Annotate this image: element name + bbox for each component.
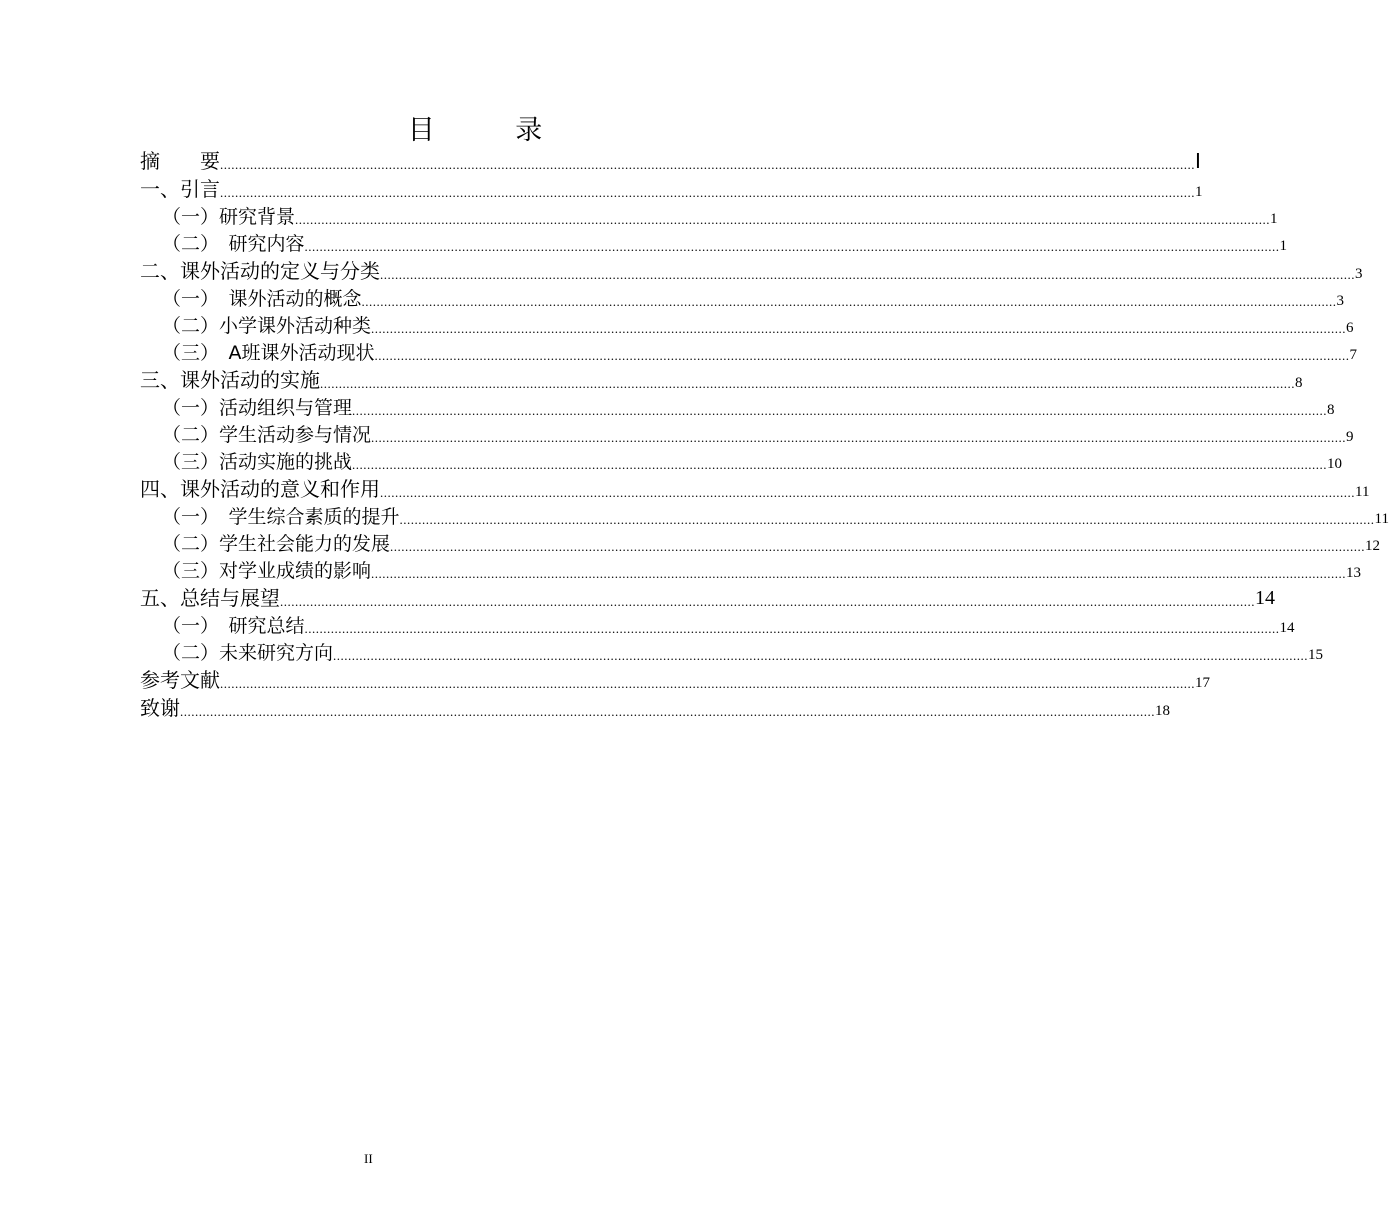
toc-entry-label: （二）未来研究方向 — [162, 642, 334, 664]
toc-entry-label: （三） A班课外活动现状 — [162, 342, 375, 364]
toc-entry[interactable] — [140, 284, 1345, 311]
toc-entry-page: 3 — [1355, 266, 1363, 282]
toc-entry[interactable] — [140, 174, 1203, 202]
dot-leader: .................................................................................................................................................................................................................................................................... — [361, 294, 1337, 309]
toc-entry-label: 四、课外活动的意义和作用 — [140, 477, 380, 501]
dot-leader: .................................................................................................................................................................................................................................................................... — [371, 321, 1347, 336]
dot-leader: .................................................................................................................................................................................................................................................................... — [180, 704, 1155, 719]
toc-entry-label: 五、总结与展望 — [140, 586, 280, 610]
toc-entry-label: （一）活动组织与管理 — [162, 397, 353, 419]
toc-entry[interactable] — [140, 146, 1201, 174]
dot-leader: .................................................................................................................................................................................................................................................................... — [295, 212, 1271, 227]
dot-leader: .................................................................................................................................................................................................................................................................... — [371, 430, 1347, 445]
toc-entry-label: （二）学生社会能力的发展 — [162, 533, 391, 555]
toc-entry[interactable] — [140, 556, 1362, 583]
toc-entry[interactable] — [140, 447, 1343, 474]
toc-entry-page: 1 — [1270, 211, 1278, 227]
toc-entry-page: 15 — [1308, 647, 1324, 663]
toc-entry-label: （二）学生活动参与情况 — [162, 424, 372, 446]
dot-leader: .................................................................................................................................................................................................................................................................... — [380, 485, 1355, 500]
toc-entry[interactable] — [140, 583, 1275, 611]
toc-entry-page: 11 — [1355, 484, 1370, 500]
toc-entry[interactable] — [140, 202, 1278, 229]
toc-entry-label: （一）研究背景 — [162, 206, 296, 228]
dot-leader: .................................................................................................................................................................................................................................................................... — [280, 594, 1255, 609]
toc-entry-label: （三）活动实施的挑战 — [162, 451, 353, 473]
toc-entry-page: 11 — [1374, 511, 1389, 527]
toc-entry[interactable] — [140, 256, 1363, 284]
toc-entry[interactable] — [140, 420, 1354, 447]
toc-entry-page: 8 — [1327, 402, 1335, 418]
toc-entry-page: 14 — [1279, 620, 1295, 636]
toc-entry-page: Ⅰ — [1195, 149, 1201, 173]
toc-entry[interactable] — [140, 229, 1288, 256]
toc-entry-page: 17 — [1195, 675, 1210, 691]
toc-entry[interactable] — [140, 611, 1295, 638]
toc-title: 目 录 — [407, 115, 579, 146]
toc-entry-label: 三、课外活动的实施 — [140, 368, 320, 392]
toc-entry-label: 摘 要 — [140, 149, 220, 173]
toc-entry[interactable] — [140, 638, 1324, 665]
toc-entry[interactable] — [140, 693, 1170, 721]
dot-leader: .................................................................................................................................................................................................................................................................... — [352, 403, 1328, 418]
dot-leader: .................................................................................................................................................................................................................................................................... — [399, 512, 1375, 527]
dot-leader: .................................................................................................................................................................................................................................................................... — [390, 539, 1366, 554]
dot-leader: .................................................................................................................................................................................................................................................................... — [220, 185, 1195, 200]
dot-leader: .................................................................................................................................................................................................................................................................... — [220, 676, 1195, 691]
toc-entry-page: 12 — [1365, 538, 1381, 554]
toc-entry-page: 13 — [1346, 565, 1362, 581]
toc-entry-label: 一、引言 — [140, 177, 220, 201]
dot-leader: .................................................................................................................................................................................................................................................................... — [374, 348, 1350, 363]
toc-entry-page: 18 — [1155, 703, 1170, 719]
toc-entry-page: 9 — [1346, 429, 1354, 445]
page-footer-number: II — [364, 1151, 373, 1166]
toc-entry-label: （二） 研究内容 — [162, 233, 305, 255]
toc-entry[interactable] — [140, 393, 1335, 420]
toc-entry-label: 致谢 — [140, 696, 180, 720]
toc-entry[interactable] — [140, 365, 1303, 393]
toc-entry-page: 10 — [1327, 456, 1343, 472]
dot-leader: .................................................................................................................................................................................................................................................................... — [320, 376, 1295, 391]
toc-entry[interactable] — [140, 665, 1210, 693]
toc-list — [140, 146, 1389, 721]
dot-leader: .................................................................................................................................................................................................................................................................... — [220, 157, 1195, 172]
toc-entry-label: 二、课外活动的定义与分类 — [140, 259, 380, 283]
dot-leader: .................................................................................................................................................................................................................................................................... — [371, 566, 1347, 581]
toc-entry[interactable] — [140, 311, 1354, 338]
toc-entry-label: （一） 课外活动的概念 — [162, 288, 362, 310]
toc-entry-label: 参考文献 — [140, 668, 220, 692]
dot-leader: .................................................................................................................................................................................................................................................................... — [333, 648, 1309, 663]
toc-entry-page: 1 — [1279, 238, 1288, 254]
toc-entry[interactable] — [140, 529, 1381, 556]
toc-entry-label: （一） 学生综合素质的提升 — [162, 506, 400, 528]
toc-entry-label: （一） 研究总结 — [162, 615, 305, 637]
toc-entry-page: 3 — [1336, 293, 1345, 309]
dot-leader: .................................................................................................................................................................................................................................................................... — [304, 239, 1280, 254]
dot-leader: .................................................................................................................................................................................................................................................................... — [352, 457, 1328, 472]
toc-entry[interactable] — [140, 338, 1357, 365]
toc-entry-label: （二）小学课外活动种类 — [162, 315, 372, 337]
toc-entry-page: 1 — [1195, 184, 1203, 200]
dot-leader: .................................................................................................................................................................................................................................................................... — [304, 621, 1280, 636]
toc-entry-page: 14 — [1255, 587, 1275, 609]
toc-entry[interactable] — [140, 502, 1389, 529]
toc-entry-page: 8 — [1295, 375, 1303, 391]
dot-leader: .................................................................................................................................................................................................................................................................... — [380, 267, 1355, 282]
toc-entry-page: 6 — [1346, 320, 1354, 336]
toc-entry-label: （三）对学业成绩的影响 — [162, 560, 372, 582]
toc-entry[interactable] — [140, 474, 1370, 502]
toc-entry-page: 7 — [1349, 347, 1357, 363]
